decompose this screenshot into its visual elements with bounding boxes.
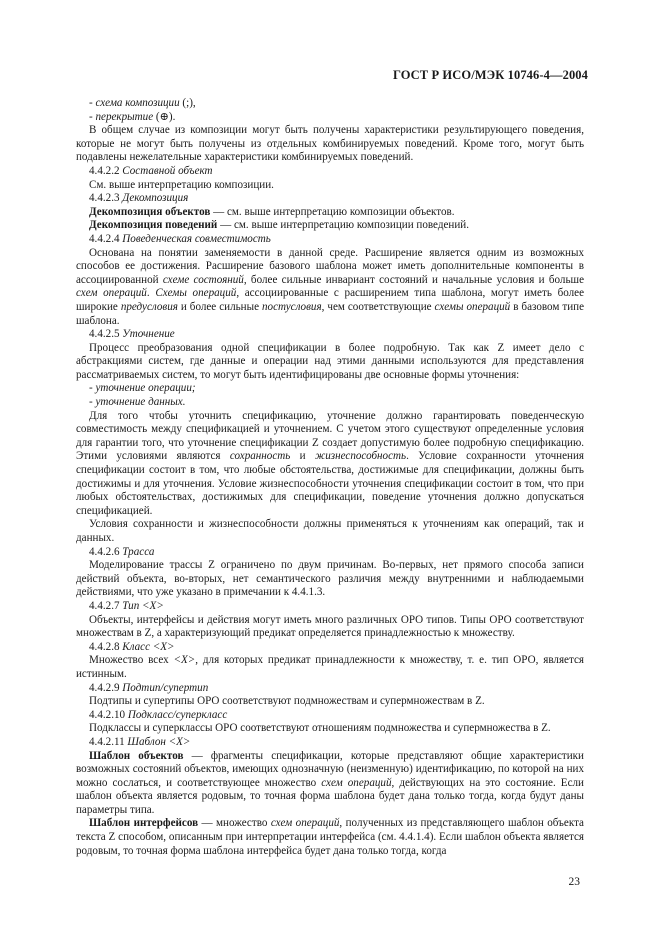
list-item: - перекрытие (⊕).	[89, 110, 176, 123]
paragraph: Шаблон интерфейсов — множество схем операций, полученных из представляющего шаблон объекта текста Z способом, описанным при интерпретации интерфейса (см. 4.4.1.4). Если шаблон объекта является родовым, то точная форма шаблона интерфейса будет дана только тогда, когда	[76, 817, 584, 857]
paragraph: Моделирование трассы Z ограничено по двум причинам. Во-первых, нет прямого способа записи действий объекта, во-вторых, нет семантического различия между внутренними и наблюдаемыми действиями, что уже указано в примечании к 4.4.1.3.	[76, 559, 584, 599]
paragraph: Декомпозиция поведений — см. выше интерпретацию композиции поведений.	[89, 219, 469, 232]
section-heading: 4.4.2.9 Подтип/супертип	[89, 681, 209, 694]
paragraph: Подклассы и суперклассы ОРО соответствуют отношениям подмножества и супермножества в Z.	[89, 722, 551, 735]
paragraph: Множество всех <X>, для которых предикат принадлежности к множеству, т. е. тип ОРО, является истинным.	[76, 654, 584, 680]
document-header: ГОСТ Р ИСО/МЭК 10746-4—2004	[392, 68, 588, 82]
list-item: - уточнение данных.	[89, 396, 186, 409]
page-content	[76, 97, 584, 858]
section-heading: 4.4.2.7 Тип <X>	[89, 599, 164, 612]
section-heading: 4.4.2.10 Подкласс/суперкласс	[89, 708, 228, 721]
paragraph: Подтипы и супертипы ОРО соответствуют подмножествам и супермножествам в Z.	[89, 695, 485, 708]
paragraph: Для того чтобы уточнить спецификацию, уточнение должно гарантировать поведенческую совместимость между спецификацией и уточнением. С учетом этого существуют определенные условия для гарантии того, что уточнение спецификации Z создает допустимую более подробную спецификацию. Этими условиями являются сохранность и жизнеспособность. Условие сохранности уточнения спецификации состоит в том, что любые обстоятельства, достижимые для спецификации, должны быть достижимы и для уточнения. Условие жизнеспособности уточнения спецификации состоит в том, что при любых обстоятельствах, достижимых для спецификации, поведение уточнения должно допускаться спецификацией.	[76, 409, 585, 517]
paragraph: Основана на понятии заменяемости в данной среде. Расширение является одним из возможных способов ее достижения. Расширение базового шаблона может иметь дополнительные компоненты в ассоциированной схеме состояний, более сильные инвариант состояний и начальные условия и больше схем операций. Схемы операций, ассоциированные с расширением типа шаблона, могут иметь более широкие предусловия и более сильные постусловия, чем соответствующие схемы операций в базовом типе шаблона.	[76, 246, 585, 327]
section-heading: 4.4.2.4 Поведенческая совместимость	[89, 232, 271, 245]
paragraph: Шаблон объектов — фрагменты спецификации, которые представляют общие характеристики возможных состояний объектов, имеющих однозначную (неизменную) идентификацию, по которой на них можно сослаться, и соответствующее множество схем операций, действующих на это состояние. Если шаблон объекта является родовым, то точная форма шаблона будет дана только тогда, когда будут даны параметры типа.	[76, 749, 584, 816]
section-heading: 4.4.2.8 Класс <X>	[89, 640, 175, 653]
section-heading: 4.4.2.3 Декомпозиция	[89, 192, 189, 205]
page-number: 23	[568, 876, 580, 888]
section-heading: 4.4.2.6 Трасса	[89, 545, 155, 558]
paragraph: Декомпозиция объектов — см. выше интерпретацию композиции объектов.	[89, 205, 455, 218]
list-item: - уточнение операции;	[89, 382, 196, 395]
paragraph: Объекты, интерфейсы и действия могут иметь много различных ОРО типов. Типы ОРО соответствуют множествам в Z, а характеризующий предикат определяется принадлежностью к множеству.	[76, 613, 584, 640]
section-heading: 4.4.2.11 Шаблон <X>	[89, 735, 191, 748]
paragraph: В общем случае из композиции могут быть получены характеристики результирующего поведения, которые не могут быть получены из отдельных комбинируемых поведений. Кроме того, могут быть подавлены нежелательные характеристики комбинируемых поведений.	[76, 124, 584, 164]
list-item: - схема композиции (;),	[89, 97, 196, 109]
section-heading: 4.4.2.5 Уточнение	[89, 328, 175, 341]
paragraph: Процесс преобразования одной спецификации в более подробную. Так как Z имеет дело с абстракциями систем, где данные и операции над этими данными используются для представления рассматриваемых систем, то могут быть идентифицированы две основные формы уточнения:	[76, 341, 584, 381]
section-heading: 4.4.2.2 Составной объект	[89, 164, 213, 177]
paragraph: См. выше интерпретацию композиции.	[89, 178, 274, 191]
paragraph: Условия сохранности и жизнеспособности должны применяться к уточнениям как операций, так и данных.	[76, 518, 584, 544]
